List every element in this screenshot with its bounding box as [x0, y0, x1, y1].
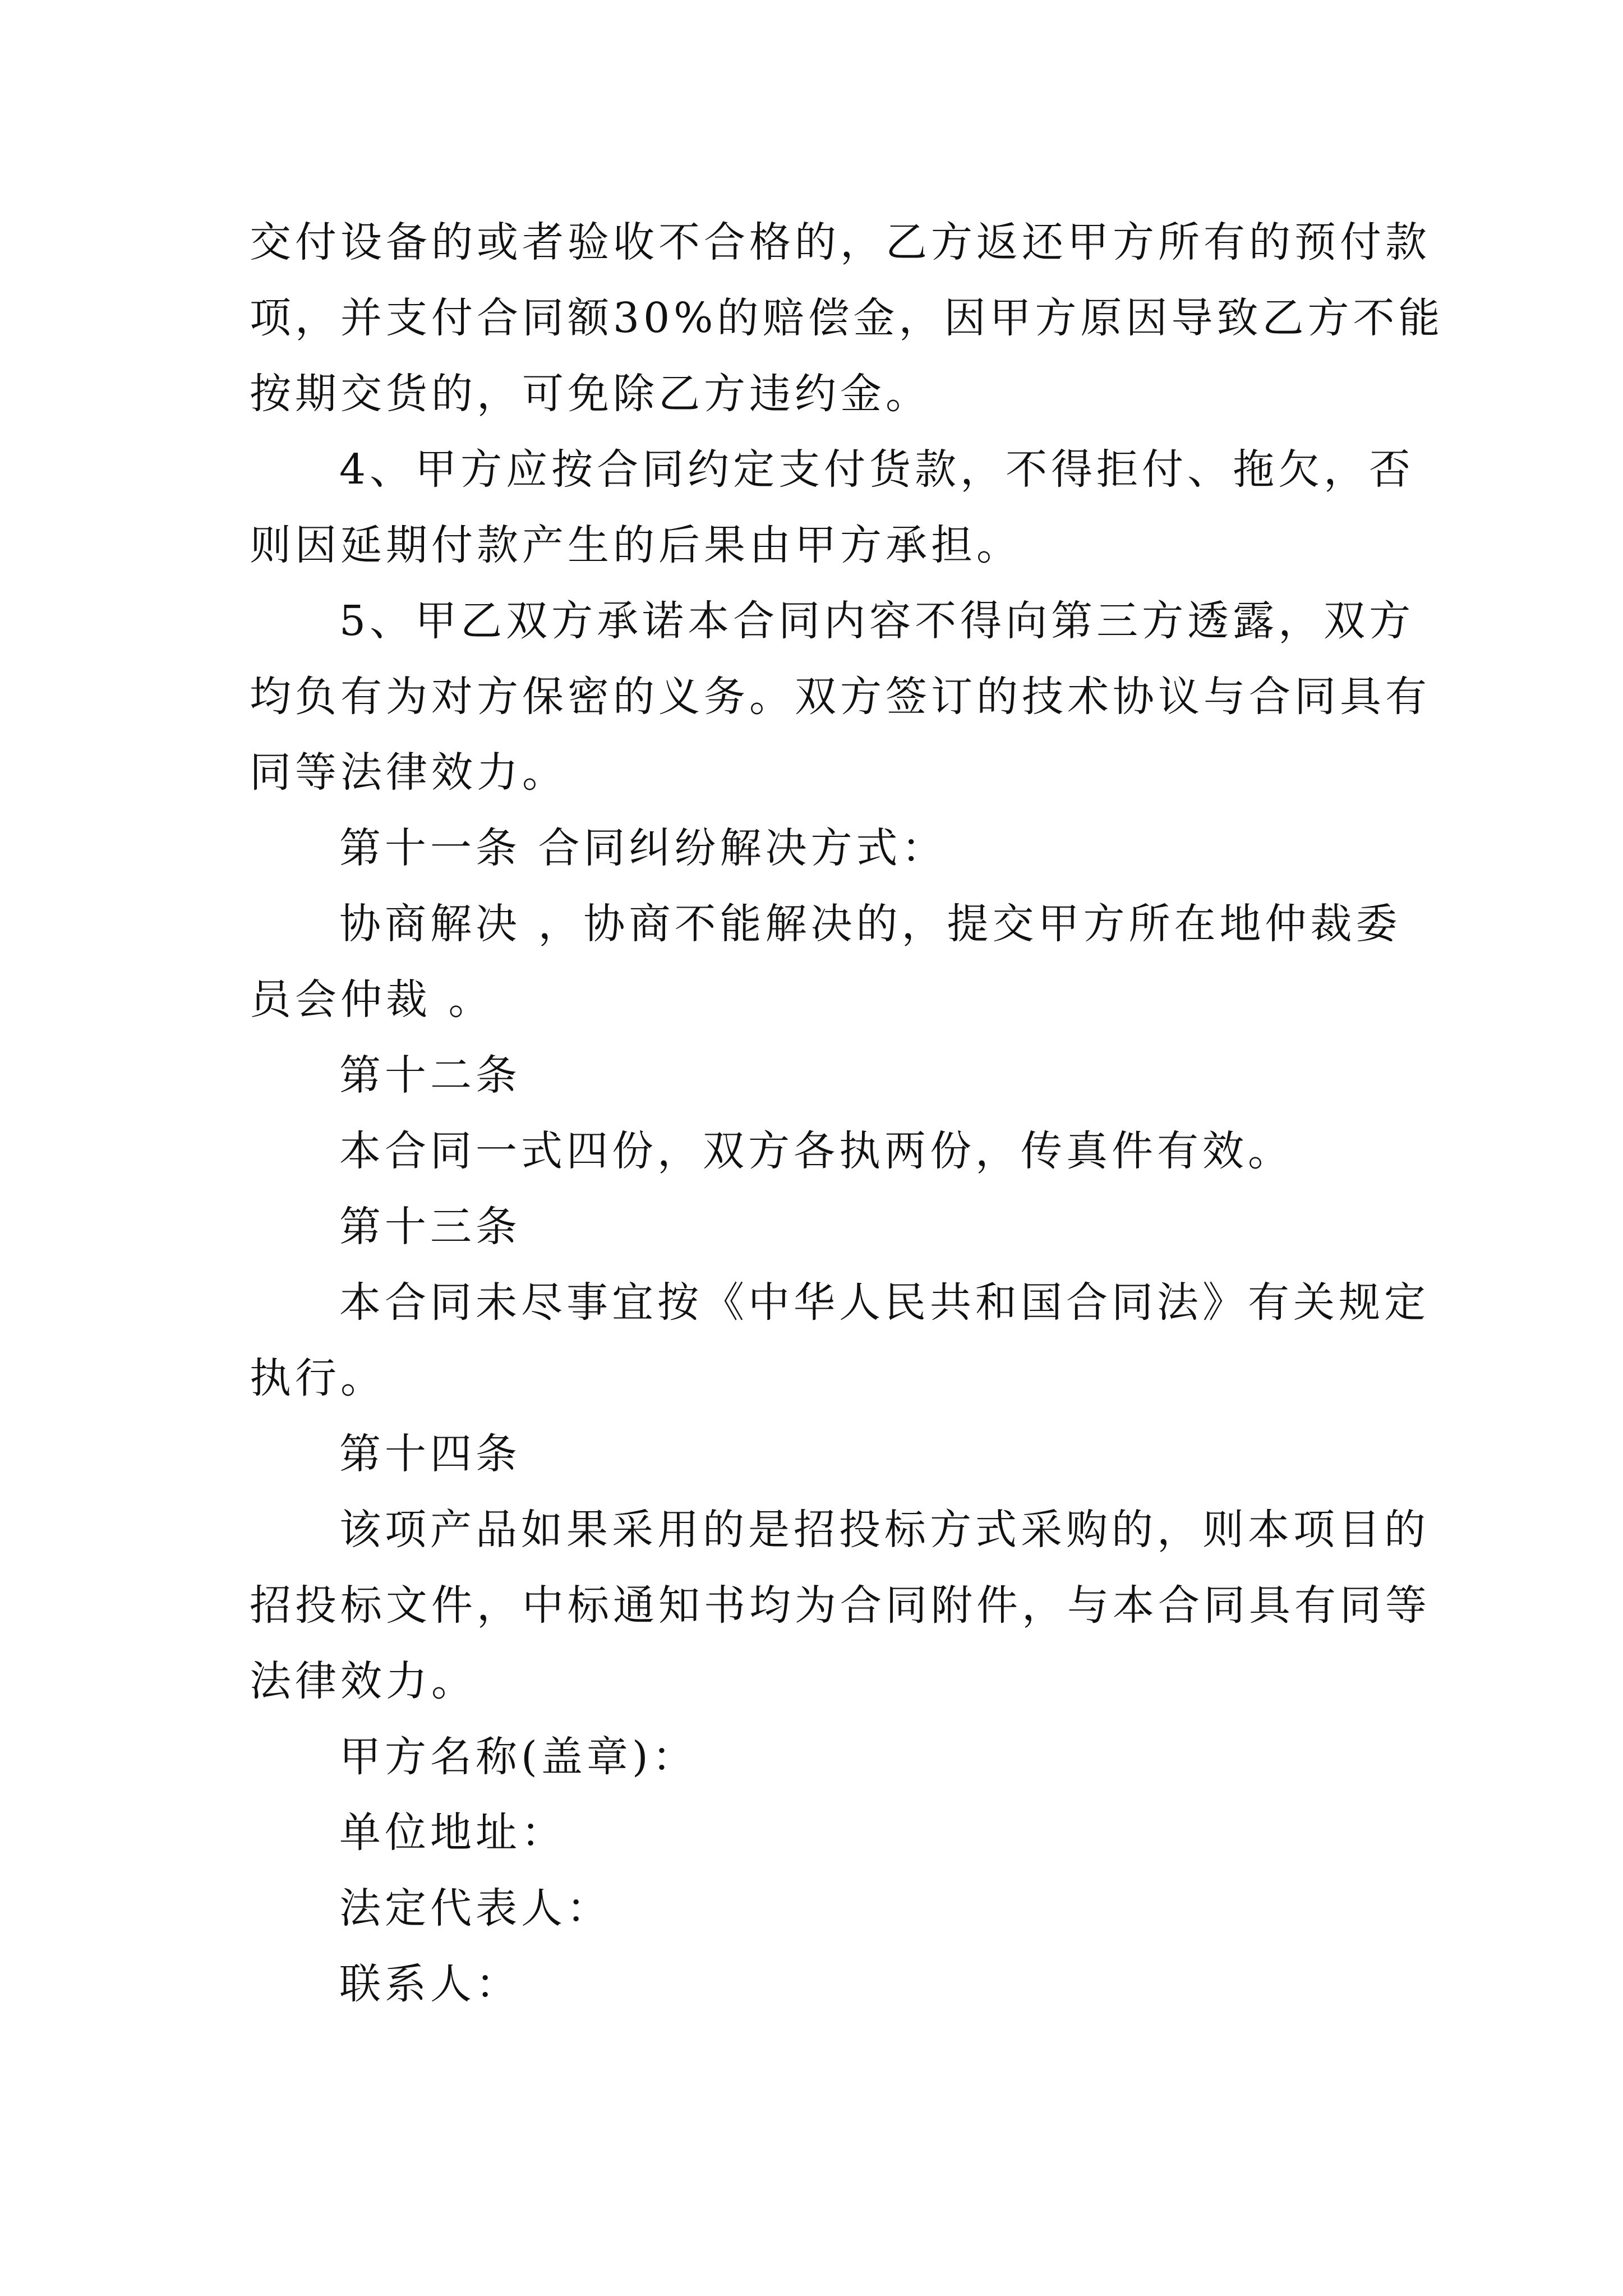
paragraph	[250, 886, 1401, 1038]
text-line: 协商解决 ，协商不能解决的，提交甲方所在地仲裁委	[339, 900, 1401, 948]
paragraph	[250, 1265, 1430, 1416]
text-line: 则因延期付款产生的后果由甲方承担。	[250, 521, 1022, 569]
text-line: 本合同一式四份，双方各执两份，传真件有效。	[339, 1127, 1293, 1175]
document-body	[250, 205, 1444, 2022]
text-line: 5、甲乙双方承诺本合同内容不得向第三方透露，双方	[339, 597, 1415, 645]
paragraph	[250, 811, 1388, 886]
paragraph	[250, 1114, 1388, 1189]
paragraph	[250, 432, 1415, 583]
paragraph	[250, 1492, 1431, 1719]
paragraph	[250, 1719, 1388, 1795]
paragraph	[250, 205, 1444, 432]
text-line: 单位地址：	[339, 1809, 566, 1857]
text-line: 甲方名称(盖章)：	[339, 1733, 698, 1781]
text-line: 4、甲方应按合同约定支付货款，不得拒付、拖欠，否	[339, 445, 1415, 494]
paragraph	[250, 1189, 1388, 1265]
text-line: 按期交货的，可免除乙方违约金。	[250, 370, 931, 418]
text-line: 招投标文件，中标通知书均为合同附件，与本合同具有同等	[250, 1581, 1431, 1630]
text-line: 项，并支付合同额30%的赔偿金，因甲方原因导致乙方不能	[250, 294, 1444, 342]
text-line: 法定代表人：	[339, 1884, 612, 1932]
text-line: 第十二条	[339, 1051, 521, 1099]
text-line: 第十三条	[339, 1203, 521, 1251]
text-line: 执行。	[250, 1354, 386, 1402]
paragraph	[250, 1038, 1388, 1114]
text-line: 员会仲裁 。	[250, 976, 494, 1024]
paragraph	[250, 1947, 1388, 2022]
text-line: 法律效力。	[250, 1657, 477, 1705]
paragraph	[250, 1871, 1388, 1947]
paragraph	[250, 1416, 1388, 1492]
paragraph	[250, 583, 1431, 811]
text-line: 联系人：	[339, 1960, 521, 2008]
text-line: 均负有为对方保密的义务。双方签订的技术协议与合同具有	[250, 673, 1431, 721]
paragraph	[250, 1795, 1388, 1871]
text-line: 同等法律效力。	[250, 748, 568, 797]
text-line: 第十一条 合同纠纷解决方式：	[339, 824, 947, 872]
text-line: 第十四条	[339, 1430, 521, 1478]
text-line: 交付设备的或者验收不合格的，乙方返还甲方所有的预付款	[250, 218, 1431, 266]
text-line: 该项产品如果采用的是招投标方式采购的，则本项目的	[339, 1506, 1430, 1554]
text-line: 本合同未尽事宜按《中华人民共和国合同法》有关规定	[339, 1278, 1430, 1327]
